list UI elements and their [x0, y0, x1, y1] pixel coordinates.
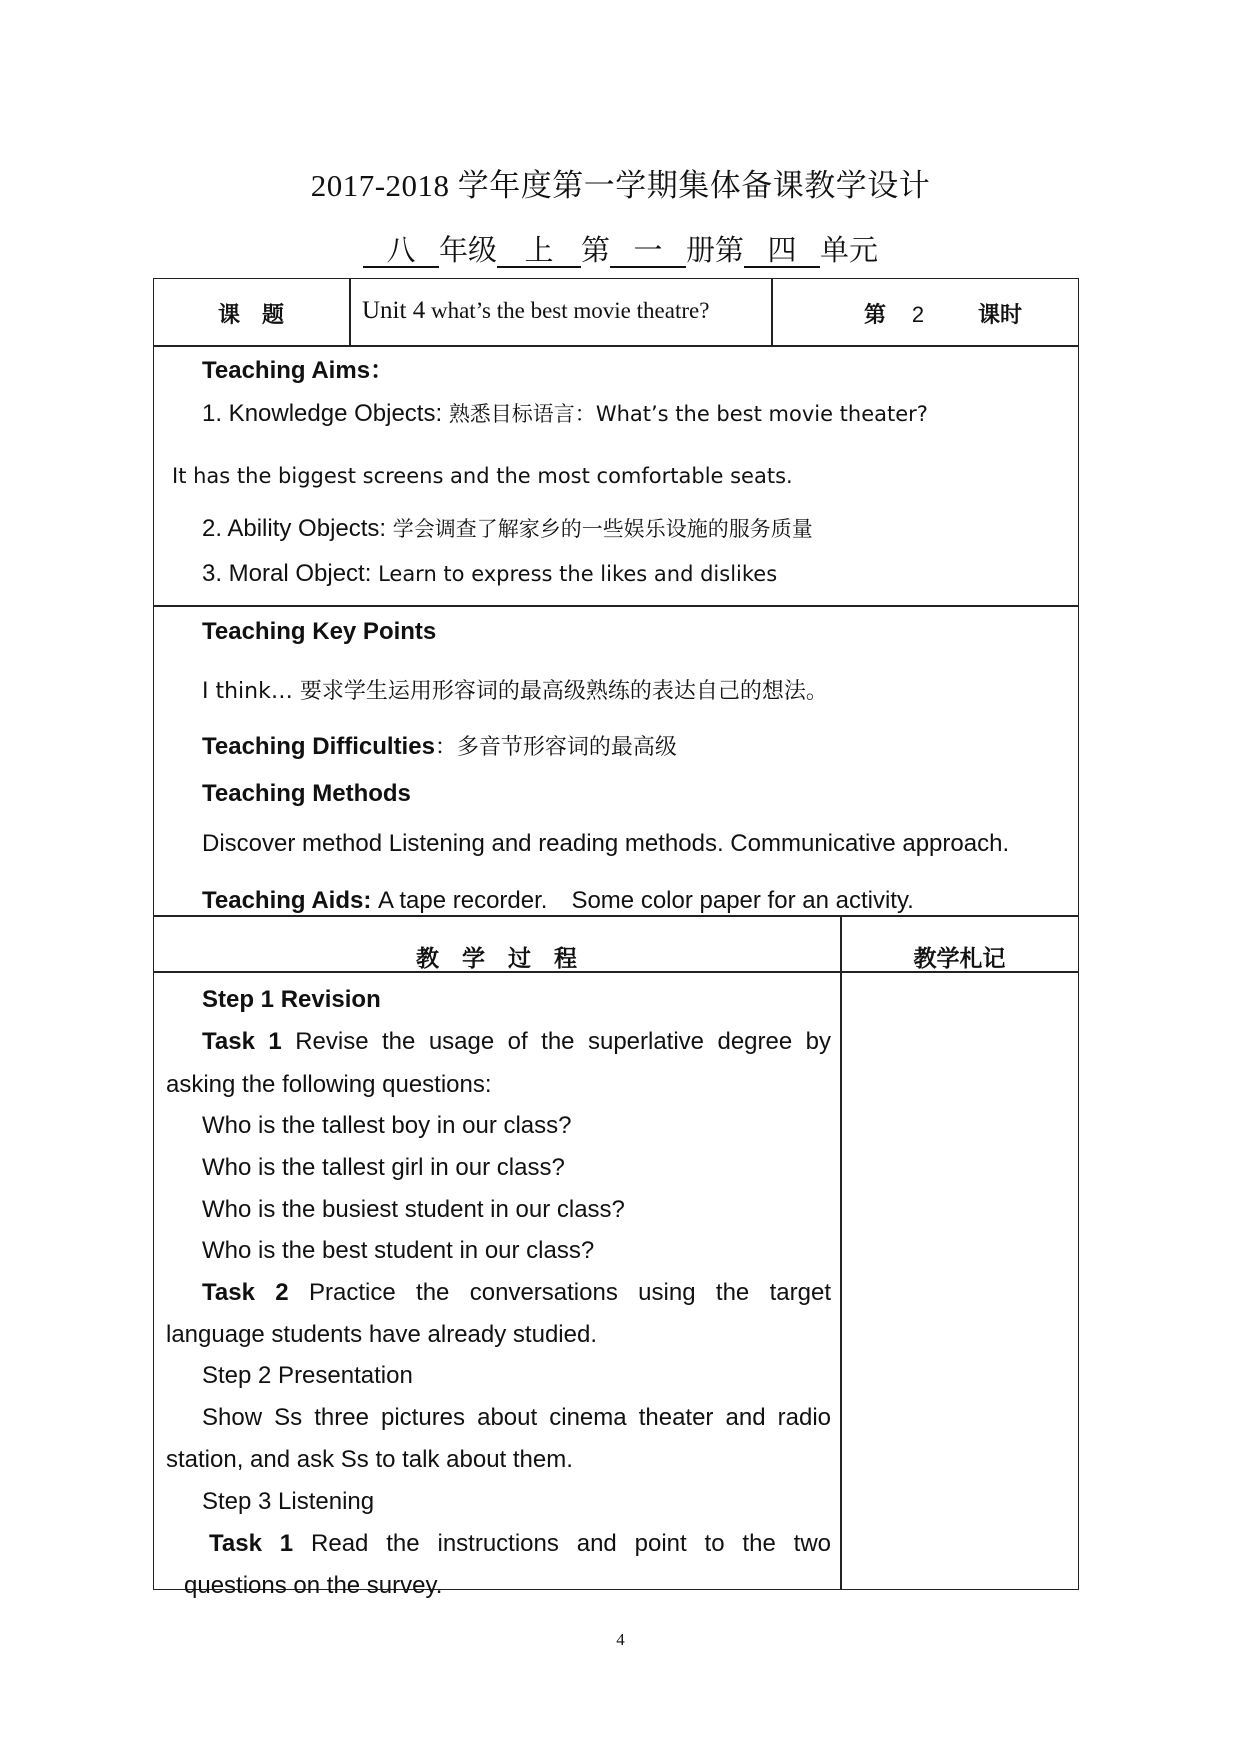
difficulties-text: ：多音节形容词的最高级 [434, 735, 677, 760]
lesson-no: 2 [911, 302, 925, 327]
task1-label: Task 1 [202, 1028, 282, 1055]
book-value: 一 [610, 236, 686, 268]
col-divider [840, 915, 842, 1590]
unit-suffix: 单元 [820, 235, 879, 267]
unit-value: 四 [744, 236, 820, 268]
ability-cn: 学会调查了解家乡的一些娱乐设施的服务质量 [392, 517, 813, 541]
topic-title: what’s the best movie theatre? [425, 298, 710, 323]
step2-line1: Show Ss three pictures about cinema theater and radio [202, 1404, 831, 1431]
notes-header: 教学札记 [913, 946, 1006, 972]
task3-line1 [209, 1530, 831, 1558]
task1-text: Revise the usage of the superlative degree by [295, 1028, 832, 1055]
task2-line2: language students have already studied. [166, 1321, 597, 1348]
methods-heading: Teaching Methods [202, 780, 411, 807]
topic-unit: Unit 4 [362, 297, 426, 324]
step3-heading: Step 3 Listening [202, 1488, 375, 1515]
task1-line1 [202, 1028, 831, 1056]
key-points-line [202, 674, 828, 705]
book-suffix: 册第 [686, 235, 745, 267]
ability-label: 2. Ability Objects: [202, 515, 393, 542]
lesson-prefix: 第 [864, 303, 887, 328]
aids-text: A tape recorder. Some color paper for an activity. [378, 887, 914, 914]
lesson-suffix: 课时 [978, 303, 1023, 328]
task2-line1 [202, 1279, 831, 1307]
step2-line2: station, and ask Ss to talk about them. [166, 1446, 573, 1473]
lesson-number [864, 298, 1022, 329]
book-prefix: 第 [580, 235, 610, 267]
moral-text: Learn to express the likes and dislikes [378, 562, 778, 586]
knowledge-en: What’s the best movie theater? [595, 402, 928, 426]
question-3: Who is the busiest student in our class? [202, 1196, 625, 1223]
question-2: Who is the tallest girl in our class? [202, 1154, 565, 1181]
question-1: Who is the tallest boy in our class? [202, 1112, 572, 1139]
moral-label: 3. Moral Object: [202, 560, 379, 587]
grade-value: 八 [363, 236, 439, 268]
page-number: 4 [616, 1630, 625, 1649]
row-divider [153, 345, 1079, 347]
task2-text: Practice the conversations using the target [308, 1279, 831, 1306]
grade-unit-line [0, 228, 1241, 269]
task3-line2: questions on the survey. [184, 1572, 443, 1599]
methods-text: Discover method Listening and reading methods. Communicative approach. [202, 830, 1010, 857]
teaching-aids [202, 880, 914, 915]
task1-line2: asking the following questions: [166, 1071, 492, 1098]
knowledge-cn: 熟悉目标语言： [448, 402, 596, 426]
key-points-en: I think… [202, 679, 300, 704]
topic-label: 课 题 [217, 303, 284, 328]
ability-objects [202, 513, 813, 543]
row-divider [153, 915, 1079, 917]
knowledge-objects [202, 398, 928, 428]
knowledge-label: 1. Knowledge Objects: [202, 400, 449, 427]
col-divider [771, 278, 773, 346]
step2-heading: Step 2 Presentation [202, 1362, 413, 1389]
process-header: 教 学 过 程 [416, 946, 577, 972]
grade-suffix: 年级 [438, 235, 497, 267]
row-divider [153, 605, 1079, 607]
moral-object [202, 560, 777, 588]
step1-heading: Step 1 Revision [202, 986, 381, 1013]
aims-heading: Teaching Aims： [202, 357, 395, 384]
col-divider [349, 278, 351, 346]
key-points-heading: Teaching Key Points [202, 618, 437, 645]
topic-value [362, 297, 709, 325]
task3-label: Task 1 [209, 1530, 294, 1557]
key-points-cn: 要求学生运用形容词的最高级熟练的表达自己的想法。 [299, 679, 828, 704]
knowledge-example: It has the biggest screens and the most comfortable seats. [172, 464, 793, 488]
difficulties-label: Teaching Difficulties [202, 733, 435, 760]
document-title: 2017-2018 学年度第一学期集体备课教学设计 [310, 168, 931, 203]
aids-label: Teaching Aids: [202, 887, 379, 914]
difficulties [202, 730, 677, 761]
task3-text: Read the instructions and point to the two [311, 1530, 832, 1557]
task2-label: Task 2 [202, 1279, 289, 1306]
question-4: Who is the best student in our class? [202, 1237, 595, 1264]
volume-value: 上 [497, 236, 581, 268]
